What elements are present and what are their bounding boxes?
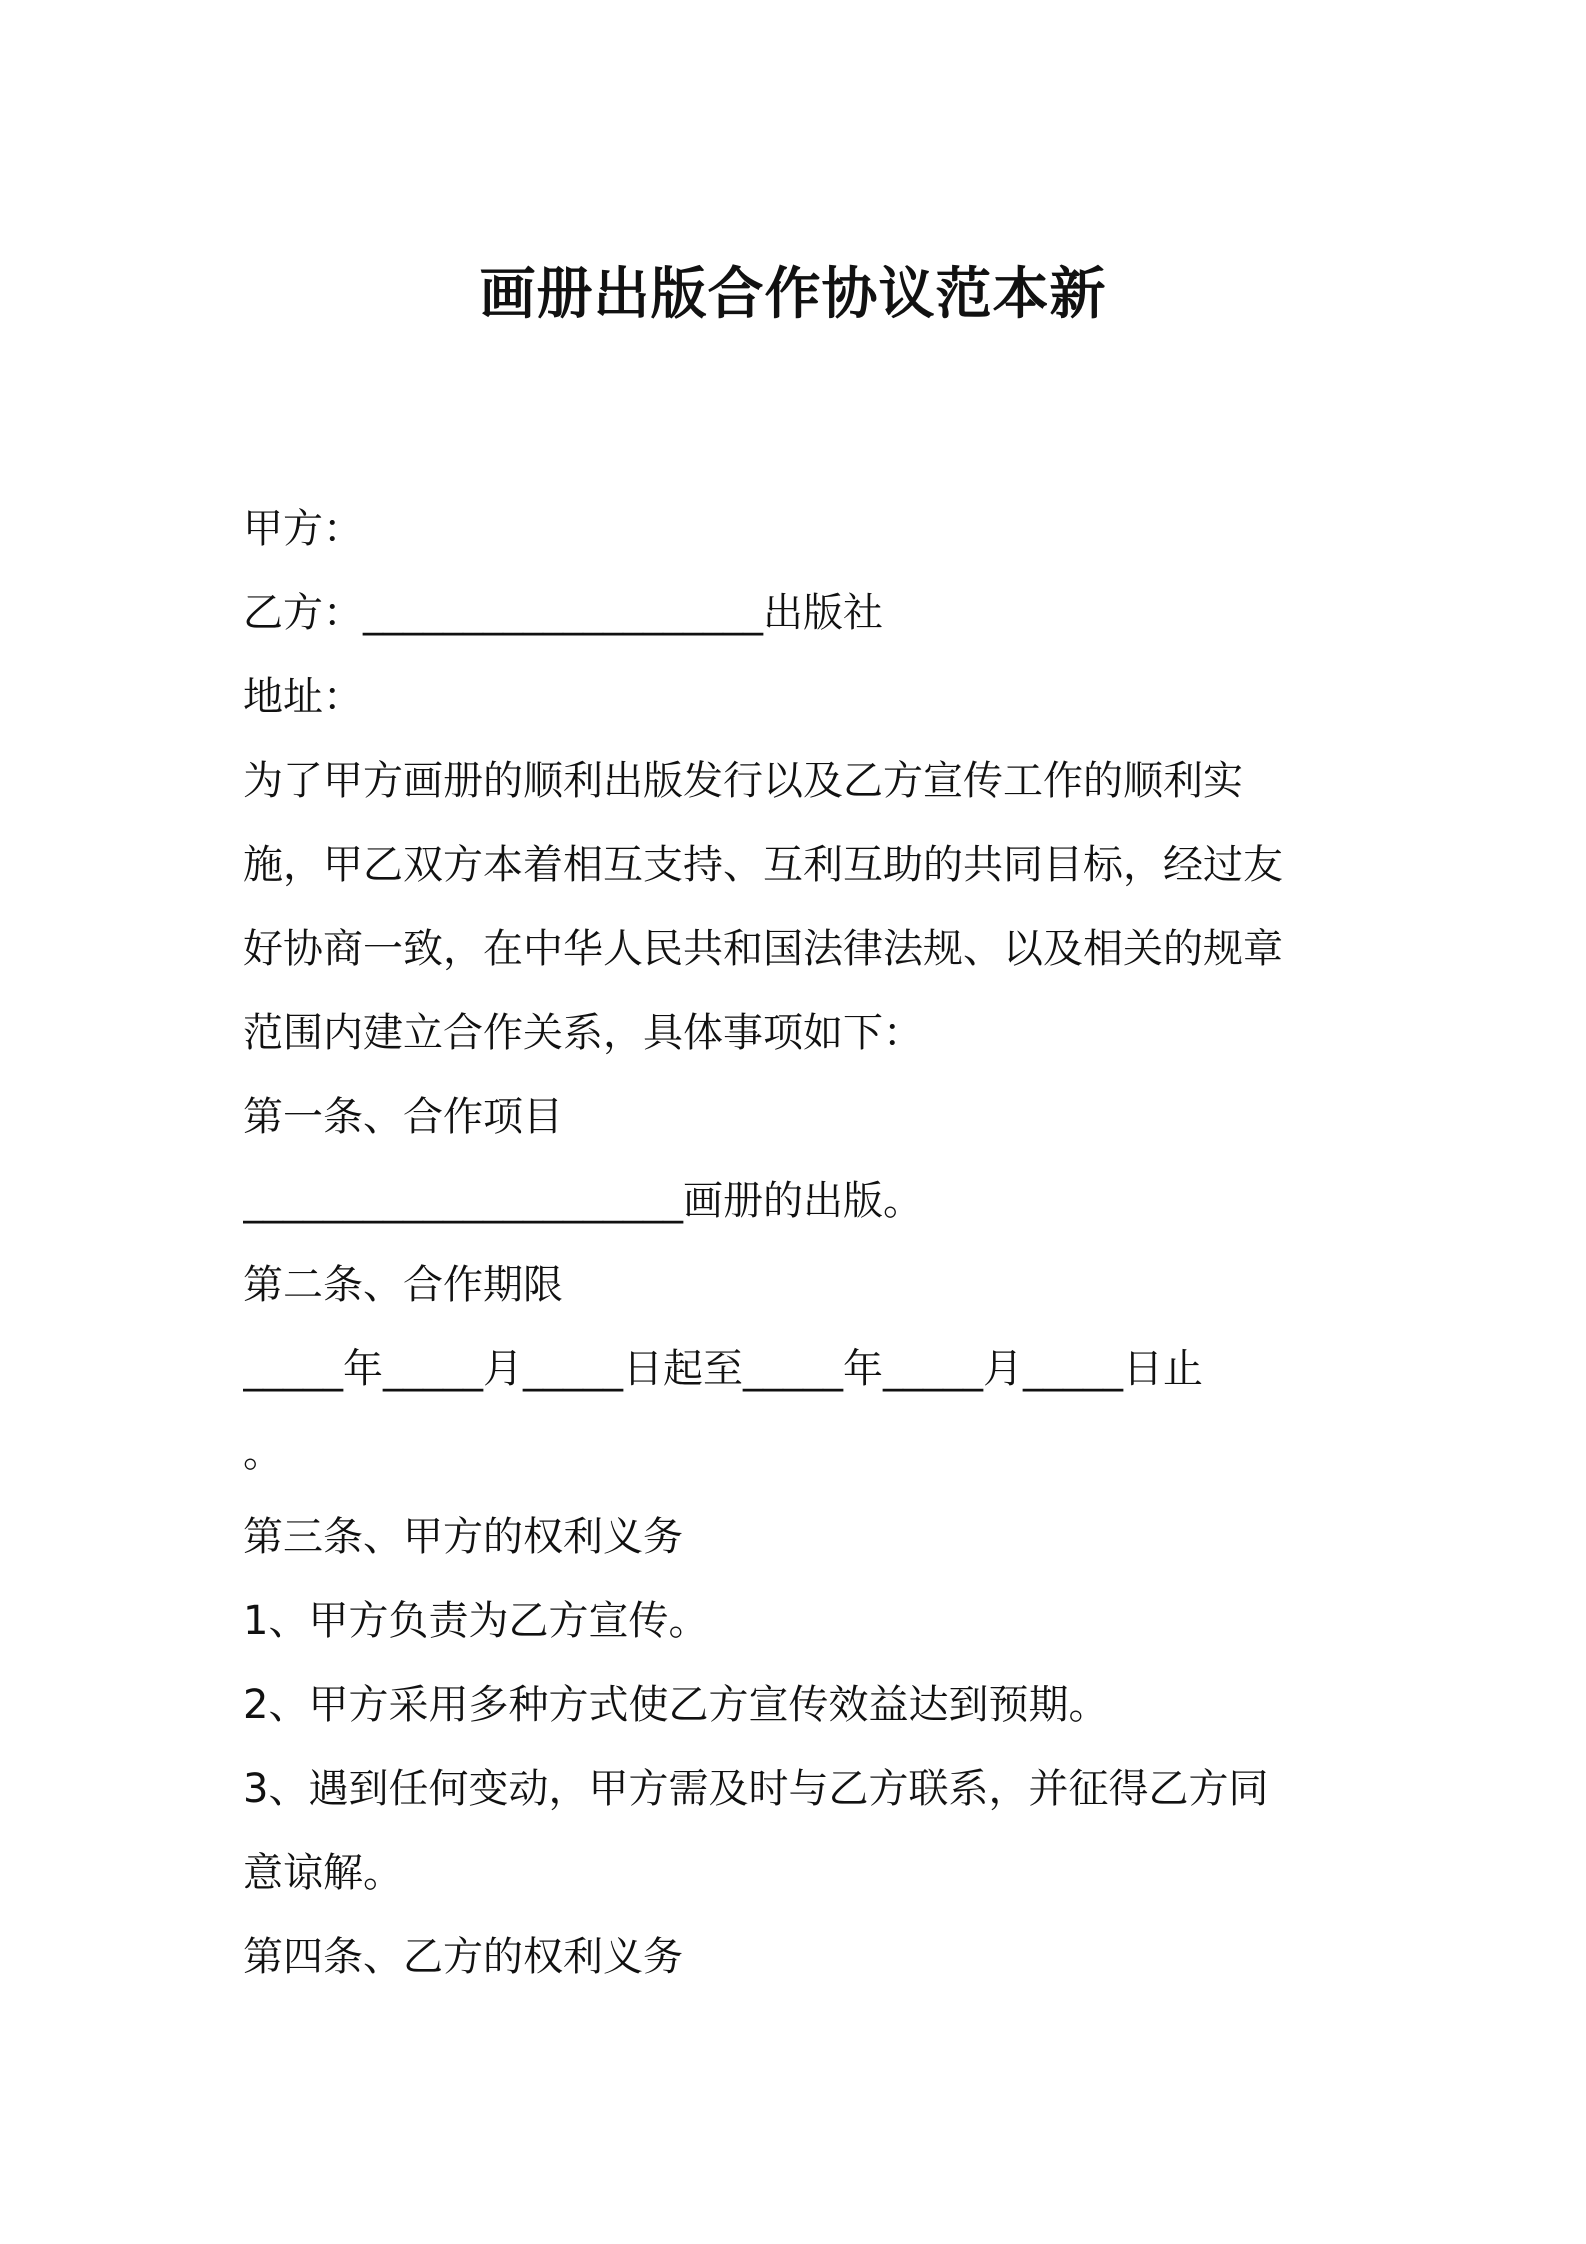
article-3-item-2: 2、甲方采用多种方式使乙方宣传效益达到预期。	[243, 1682, 1109, 1728]
article-2-body-end: 。	[243, 1430, 283, 1476]
document-body	[243, 487, 1353, 1999]
intro-line-3: 好协商一致，在中华人民共和国法律法规、以及相关的规章	[243, 926, 1283, 972]
article-3-item-1: 1、甲方负责为乙方宣传。	[243, 1598, 709, 1644]
article-3-item-3-line-1: 3、遇到任何变动，甲方需及时与乙方联系，并征得乙方同	[243, 1766, 1269, 1812]
address-line: 地址：	[243, 674, 363, 720]
intro-line-4: 范围内建立合作关系，具体事项如下：	[243, 1010, 923, 1056]
article-2-heading: 第二条、合作期限	[243, 1262, 563, 1308]
article-3-item-3-line-2: 意谅解。	[243, 1850, 403, 1896]
intro-line-1: 为了甲方画册的顺利出版发行以及乙方宣传工作的顺利实	[243, 758, 1243, 804]
article-3-heading: 第三条、甲方的权利义务	[243, 1514, 683, 1560]
party-a-line: 甲方：	[243, 506, 363, 552]
article-2-body: _____年_____月_____日起至_____年_____月_____日止	[243, 1346, 1203, 1392]
article-1-heading: 第一条、合作项目	[243, 1094, 563, 1140]
document-title: 画册出版合作协议范本新	[479, 262, 1107, 327]
intro-line-2: 施，甲乙双方本着相互支持、互利互助的共同目标，经过友	[243, 842, 1283, 888]
party-b-line: 乙方：____________________出版社	[243, 590, 883, 636]
article-1-body: ______________________画册的出版。	[243, 1178, 923, 1224]
article-4-heading: 第四条、乙方的权利义务	[243, 1934, 683, 1980]
